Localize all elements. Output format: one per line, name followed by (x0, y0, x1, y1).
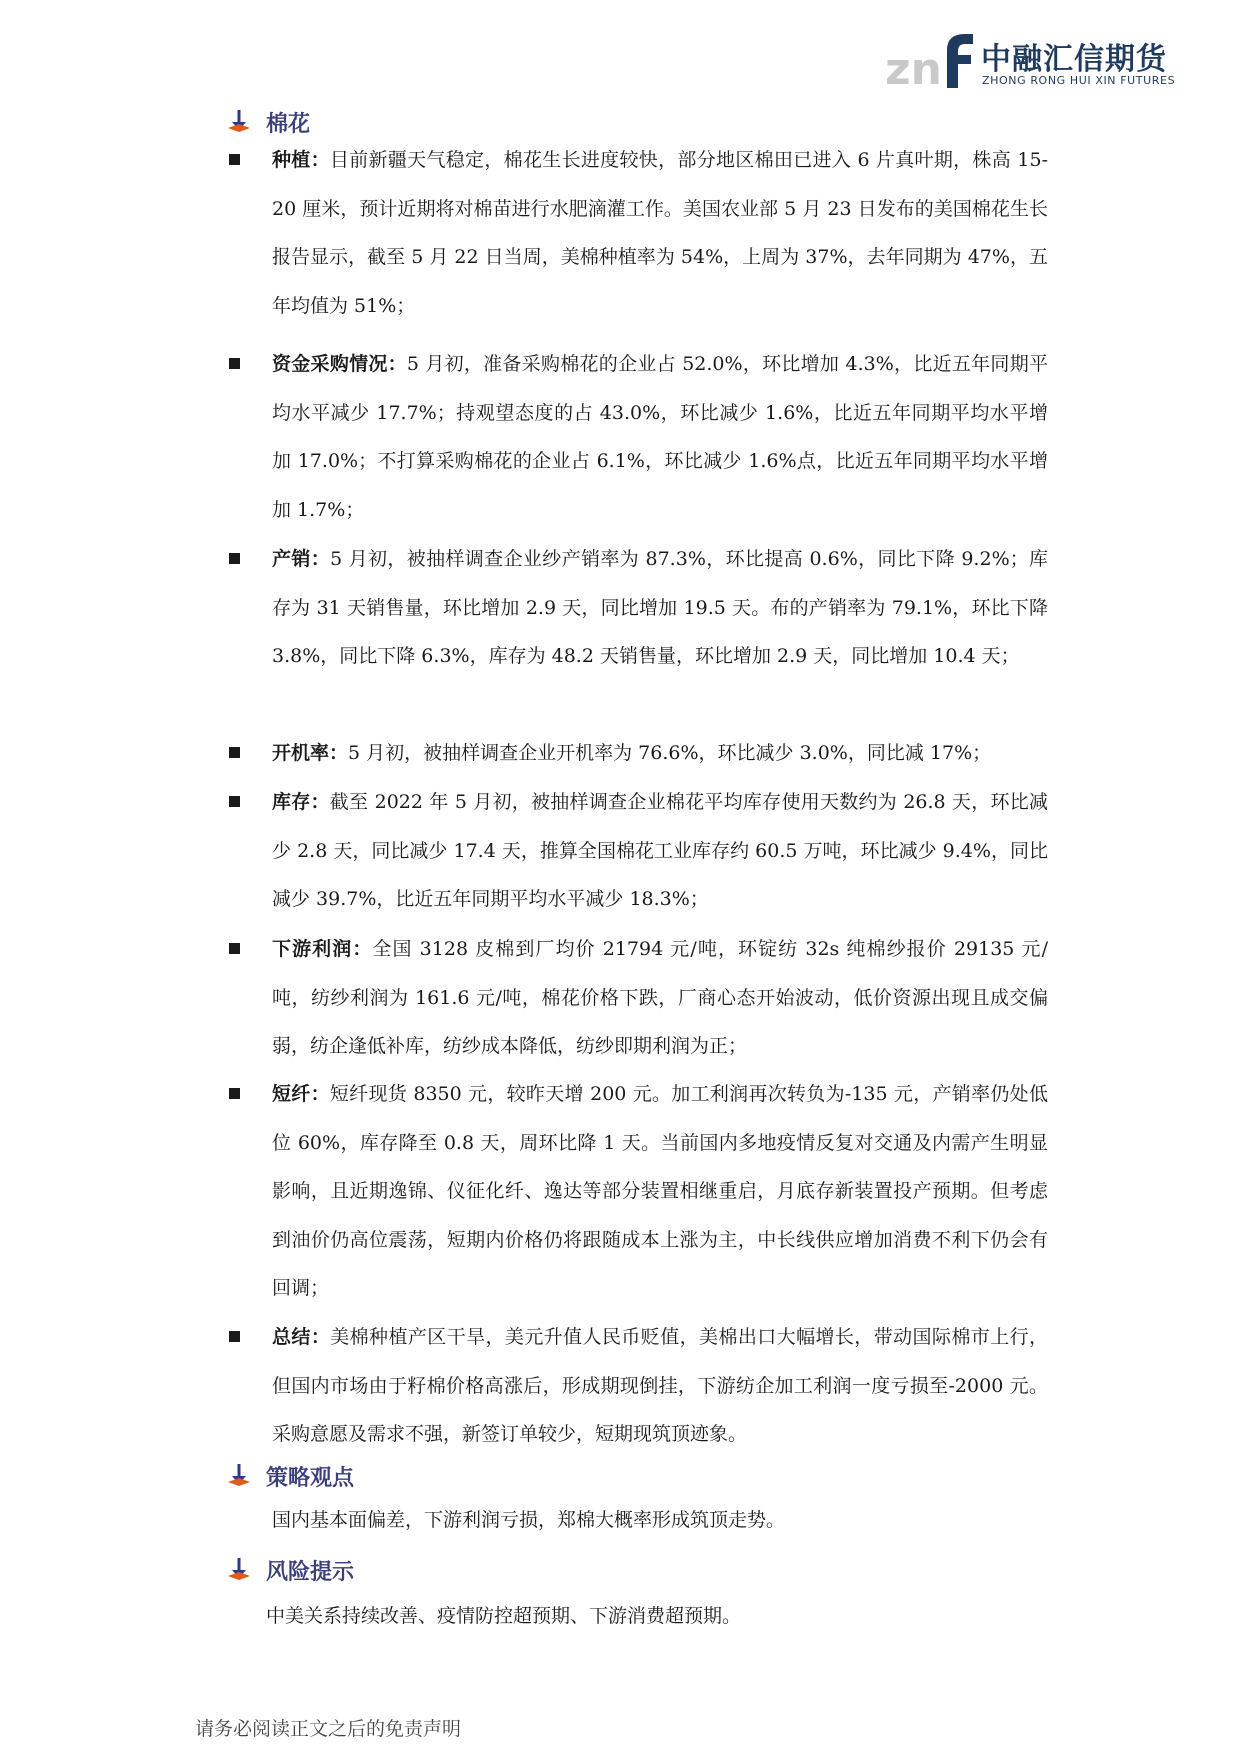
item-text: 5 月初，准备采购棉花的企业占 52.0%，环比增加 4.3%，比近五年同期平均水平减少 17.7%；持观望态度的占 43.0%，环比减少 1.6%，比近五年同期平均水平增加 17.0%；不打算采购棉花的企业占 6.1%，环比减少 1.6%点，比近五年同期平均水平增加 1.7%； (272, 353, 1048, 521)
item-label: 资金采购情况： (272, 353, 407, 375)
square-bullet-icon (229, 154, 240, 165)
strategy-paragraph: 国内基本面偏差，下游利润亏损，郑棉大概率形成筑顶走势。 (272, 1509, 786, 1531)
section-title: 策略观点 (266, 1465, 355, 1491)
square-bullet-icon (229, 553, 240, 564)
item-text: 全国 3128 皮棉到厂均价 21794 元/吨，环锭纺 32s 纯棉纱报价 29135 元/吨，纺纱利润为 161.6 元/吨，棉花价格下跌，厂商心态开始波动，低价资源出现且成交偏弱，纺企逢低补库，纺纱成本降低，纺纱即期利润为正； (272, 938, 1048, 1057)
item-text: 5 月初，被抽样调查企业纱产销率为 87.3%，环比提高 0.6%，同比下降 9.2%；库存为 31 天销售量，环比增加 2.9 天，同比增加 19.5 天。布的产销率为 79.1%，环比下降 3.8%，同比下降 6.3%，库存为 48.2 天销售量，环比增加 2.9 天，同比增加 10.4 天； (272, 548, 1048, 667)
diamond-arrow-icon (228, 110, 250, 134)
section-title: 棉花 (266, 111, 311, 137)
square-bullet-icon (229, 943, 240, 954)
square-bullet-icon (229, 796, 240, 807)
item-text: 美棉种植产区干旱，美元升值人民币贬值，美棉出口大幅增长，带动国际棉市上行，但国内市场由于籽棉价格高涨后，形成期现倒挂，下游纺企加工利润一度亏损至-2000 元。采购意愿及需求不强，新签订单较少，短期现筑顶迹象。 (272, 1326, 1048, 1445)
square-bullet-icon (229, 1088, 240, 1099)
list-item-summary (272, 1313, 1048, 1459)
item-text: 目前新疆天气稳定，棉花生长进度较快，部分地区棉田已进入 6 片真叶期，株高 15-20 厘米，预计近期将对棉苗进行水肥滴灌工作。美国农业部 5 月 23 日发布的美国棉花生长报告显示，截至 5 月 22 日当周，美棉种植率为 54%，上周为 37%，去年同期为 47%，五年均值为 51%； (272, 149, 1048, 317)
section-heading-strategy (228, 1458, 354, 1494)
svg-text:zn: zn (885, 44, 942, 90)
item-label: 下游利润： (272, 938, 373, 960)
logo-chinese-name: 中融汇信期货 (981, 42, 1167, 77)
header-logo (885, 28, 1185, 90)
list-item-staple-fiber (272, 1070, 1048, 1313)
item-text: 短纤现货 8350 元，较昨天增 200 元。加工利润再次转负为-135 元，产销率仍处低位 60%，库存降至 0.8 天，周环比降 1 天。当前国内多地疫情反复对交通及内需产生明显影响，且近期逸锦、仪征化纤、逸达等部分装置相继重启，月底存新装置投产预期。但考虑到油价仍高位震荡，短期内价格仍将跟随成本上涨为主，中长线供应增加消费不利下仍会有回调； (272, 1083, 1048, 1299)
section-heading-risk (228, 1552, 354, 1588)
list-item-inventory (272, 778, 1048, 924)
list-item-sales (272, 535, 1048, 681)
item-label: 总结： (272, 1326, 331, 1348)
list-item-operating-rate (272, 729, 1048, 778)
logo-english-name: ZHONG RONG HUI XIN FUTURES (982, 74, 1176, 87)
item-label: 库存： (272, 791, 330, 813)
section-heading-cotton (228, 104, 310, 140)
section-title: 风险提示 (266, 1559, 355, 1585)
square-bullet-icon (229, 358, 240, 369)
diamond-arrow-icon (228, 1464, 250, 1488)
diamond-arrow-icon (228, 1558, 250, 1582)
list-item-planting (272, 136, 1048, 330)
item-text: 5 月初，被抽样调查企业开机率为 76.6%，环比减少 3.0%，同比减 17%； (348, 742, 992, 764)
item-text: 截至 2022 年 5 月初，被抽样调查企业棉花平均库存使用天数约为 26.8 天，环比减少 2.8 天，同比减少 17.4 天，推算全国棉花工业库存约 60.5 万吨，环比减少 9.4%，同比减少 39.7%，比近五年同期平均水平减少 18.3%； (272, 791, 1048, 910)
risk-paragraph: 中美关系持续改善、疫情防控超预期、下游消费超预期。 (266, 1605, 742, 1627)
item-label: 种植： (272, 149, 330, 171)
footer-disclaimer: 请务必阅读正文之后的免责声明 (195, 1718, 462, 1740)
square-bullet-icon (229, 1331, 240, 1342)
square-bullet-icon (229, 747, 240, 758)
item-label: 开机率： (272, 742, 349, 764)
znf-logo-icon (885, 28, 975, 90)
list-item-purchasing (272, 340, 1048, 534)
item-label: 短纤： (272, 1083, 330, 1105)
list-item-downstream-profit (272, 925, 1048, 1071)
item-label: 产销： (272, 548, 331, 570)
